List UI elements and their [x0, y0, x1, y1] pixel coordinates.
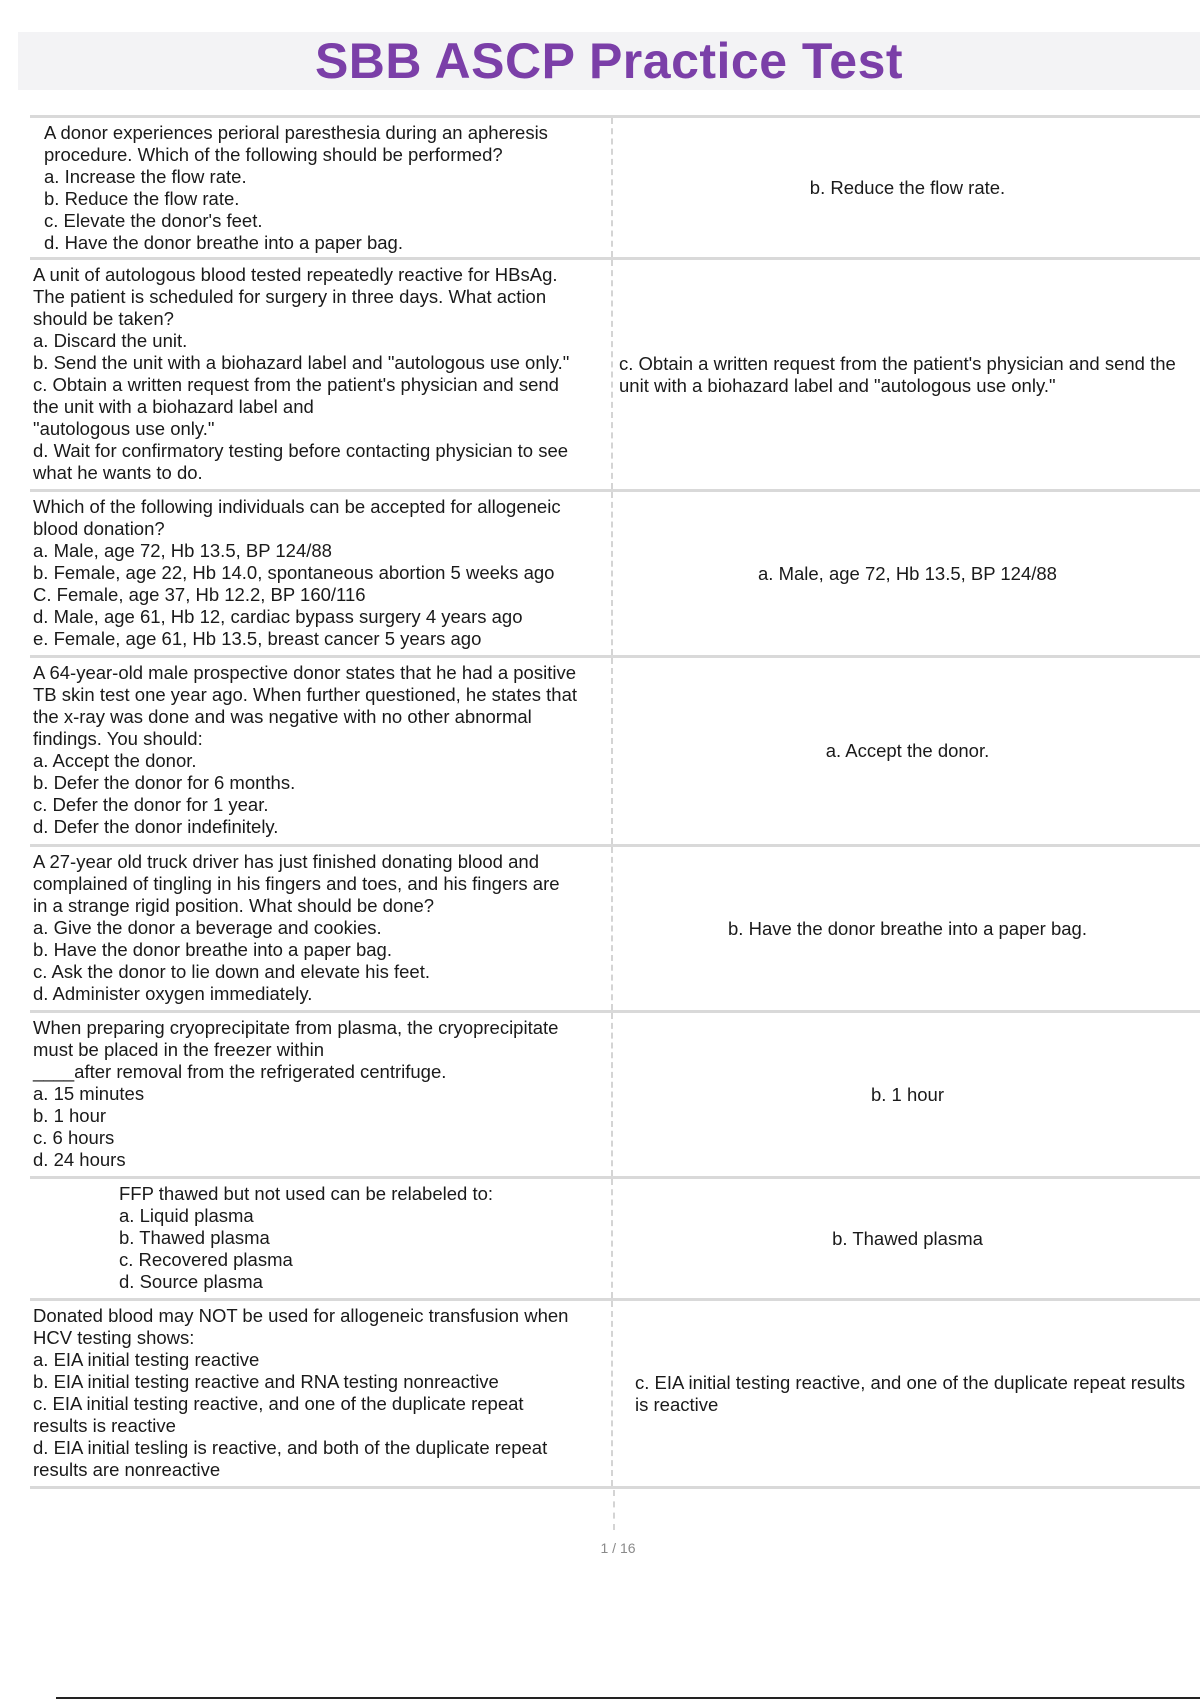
page-title: SBB ASCP Practice Test	[314, 33, 904, 89]
question-text: Donated blood may NOT be used for allogeneic transfusion when HCV testing shows: a. EIA initial testing reactive b. EIA initial testing reactive and RNA testing nonreactive c. EIA initial testing reactive, and one of the duplicate repeat results is reactive d. EIA initial tesling is reactive, and both of the duplicate repeat results are nonreactive	[30, 1301, 613, 1486]
question-text: A donor experiences perioral paresthesia during an apheresis procedure. Which of the following should be performed? a. Increase the flow rate. b. Reduce the flow rate. c. Elevate the donor's feet. d. Have the donor breathe into a paper bag.	[30, 118, 613, 257]
column-divider	[613, 1490, 615, 1530]
qa-table	[30, 115, 1200, 1489]
footer-rule	[56, 1697, 1200, 1699]
qa-row	[30, 847, 1200, 1013]
title-bar	[18, 32, 1200, 90]
answer-text: a. Accept the donor.	[825, 740, 990, 761]
qa-row	[30, 1179, 1200, 1301]
answer-text: c. EIA initial testing reactive, and one of the duplicate repeat results is reactive	[635, 1371, 1186, 1415]
answer-text: b. Thawed plasma	[832, 1227, 983, 1249]
question-text: When preparing cryoprecipitate from plasma, the cryoprecipitate must be placed in the freezer within ____after removal from the refrigerated centrifuge. a. 15 minutes b. 1 hour c. 6 hours d. 24 hours	[30, 1013, 613, 1176]
qa-row	[30, 1013, 1200, 1179]
question-text: A 64-year-old male prospective donor states that he had a positive TB skin test one year ago. When further questioned, he states that the x-ray was done and was negative with no other abnormal findings. You should: a. Accept the donor. b. Defer the donor for 6 months. c. Defer the donor for 1 year. d. Defer the donor indefinitely.	[30, 658, 613, 844]
qa-row	[30, 492, 1200, 658]
qa-row	[30, 260, 1200, 492]
page-number: 1 / 16	[600, 1540, 636, 1556]
answer-text: b. 1 hour	[870, 1083, 945, 1105]
answer-text: b. Have the donor breathe into a paper bag.	[728, 917, 1087, 939]
question-text: A 27-year old truck driver has just finished donating blood and complained of tingling in his fingers and toes, and his fingers are in a strange rigid position. What should be done? a. Give the donor a beverage and cookies. b. Have the donor breathe into a paper bag. c. Ask the donor to lie down and elevate his feet. d. Administer oxygen immediately.	[30, 847, 613, 1010]
question-text: Which of the following individuals can be accepted for allogeneic blood donation? a. Male, age 72, Hb 13.5, BP 124/88 b. Female, age 22, Hb 14.0, spontaneous abortion 5 weeks ago C. Female, age 37, Hb 12.2, BP 160/116 d. Male, age 61, Hb 12, cardiac bypass surgery 4 years ago e. Female, age 61, Hb 13.5, breast cancer 5 years ago	[30, 492, 613, 655]
answer-text: c. Obtain a written request from the patient's physician and send the unit with a biohazard label and "autologous use only."	[619, 352, 1176, 396]
answer-text: a. Male, age 72, Hb 13.5, BP 124/88	[758, 562, 1057, 584]
answer-text: b. Reduce the flow rate.	[809, 176, 1006, 198]
question-text: FFP thawed but not used can be relabeled to: a. Liquid plasma b. Thawed plasma c. Recovered plasma d. Source plasma	[30, 1179, 613, 1298]
qa-row	[30, 1301, 1200, 1489]
qa-row	[30, 658, 1200, 847]
qa-row	[30, 118, 1200, 260]
question-text: A unit of autologous blood tested repeatedly reactive for HBsAg. The patient is scheduled for surgery in three days. What action should be taken? a. Discard the unit. b. Send the unit with a biohazard label and "autologous use only." c. Obtain a written request from the patient's physician and send the unit with a biohazard label and "autologous use only." d. Wait for confirmatory testing before contacting physician to see what he wants to do.	[30, 260, 613, 489]
